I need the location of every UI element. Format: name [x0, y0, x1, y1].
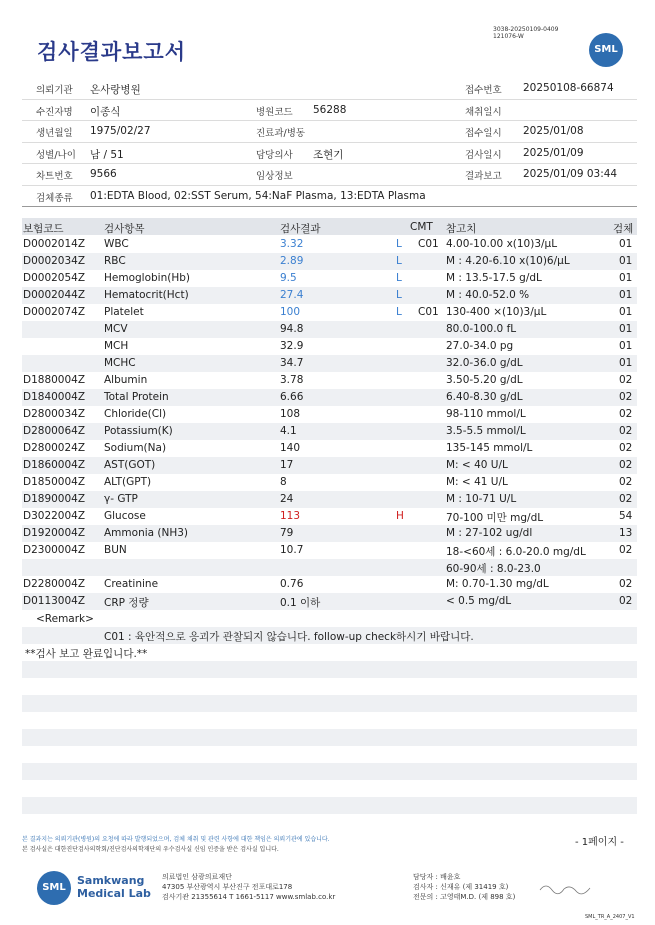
test-reference: M : 27-102 ug/dl — [446, 527, 533, 539]
test-name: MCHC — [104, 357, 136, 369]
test-code: D1840004Z — [23, 391, 86, 403]
footer-note-1: 본 결과지는 의뢰기관(병원)의 요청에 따라 발행되었으며, 검체 채취 및 관련 사항에 대한 책임은 의뢰기관에 있습니다. — [22, 836, 330, 843]
test-value: 0.76 — [280, 578, 304, 590]
hospital-code-label: 병원코드 — [256, 106, 293, 118]
table-row — [22, 423, 637, 440]
test-specimen: 02 — [619, 595, 633, 607]
remark-row — [22, 627, 637, 644]
info-row — [22, 164, 637, 186]
test-reference: M: < 41 U/L — [446, 476, 508, 488]
test-flag: L — [396, 255, 402, 267]
test-flag: L — [396, 272, 402, 284]
test-name: BUN — [104, 544, 127, 556]
test-value: 4.1 — [280, 425, 297, 437]
test-reference: 6.40-8.30 g/dL — [446, 391, 523, 403]
report-date-value: 2025/01/09 03:44 — [523, 168, 618, 180]
empty-row — [22, 814, 637, 831]
test-name: Hematocrit(Hct) — [104, 289, 189, 301]
specimen-value: 01:EDTA Blood, 02:SST Serum, 54:NaF Plasma, 13:EDTA Plasma — [90, 189, 426, 202]
test-name: AST(GOT) — [104, 459, 156, 471]
test-value: 8 — [280, 476, 287, 488]
report-complete: **검사 보고 완료입니다.** — [25, 648, 148, 660]
chart-no-value: 9566 — [90, 168, 117, 180]
test-name: RBC — [104, 255, 126, 267]
patient-value: 이종식 — [90, 105, 121, 118]
chart-no-label: 차트번호 — [36, 171, 73, 182]
empty-row — [22, 695, 637, 712]
test-specimen: 01 — [619, 323, 633, 335]
test-flag: L — [396, 238, 402, 250]
test-date-value: 2025/01/09 — [523, 146, 584, 159]
table-row — [22, 372, 637, 389]
staff-tester: 신재유 (제 31419 호) — [440, 883, 509, 891]
table-row — [22, 406, 637, 423]
col-ref-header: 참고치 — [446, 223, 477, 235]
receipt-date-label: 접수일시 — [465, 128, 502, 139]
test-value: 3.32 — [280, 238, 304, 250]
hospital-code-value: 56288 — [313, 103, 347, 116]
sex-age-value: 남 / 51 — [90, 148, 124, 161]
info-row — [22, 143, 637, 165]
table-row — [22, 576, 637, 593]
form-code: SML_TR_A_2407_V1 — [585, 914, 635, 920]
table-row — [22, 542, 637, 559]
col-code-header: 보험코드 — [23, 223, 64, 235]
test-code: D0113004Z — [23, 595, 86, 607]
info-row — [22, 186, 637, 208]
test-name: MCH — [104, 340, 129, 352]
table-row — [22, 270, 637, 287]
test-code: D0002034Z — [23, 255, 86, 267]
test-name: WBC — [104, 238, 129, 250]
document-code: 3038-20250109-0409 121076-W — [493, 26, 559, 40]
samkwang-logo — [37, 871, 157, 907]
test-code: D1860004Z — [23, 459, 86, 471]
test-code: D2800024Z — [23, 442, 86, 454]
test-reference: 80.0-100.0 fL — [446, 323, 517, 335]
test-specimen: 02 — [619, 476, 633, 488]
test-code: D3022004Z — [23, 510, 86, 522]
staff-in-charge: 배윤호 — [440, 873, 461, 881]
test-specimen: 01 — [619, 272, 633, 284]
test-value: 10.7 — [280, 544, 304, 556]
test-value: 100 — [280, 306, 301, 318]
test-specimen: 01 — [619, 357, 633, 369]
birth-value: 1975/02/27 — [90, 125, 151, 137]
empty-rows — [22, 661, 637, 831]
test-code: D1920004Z — [23, 527, 86, 539]
test-specimen: 01 — [619, 255, 633, 267]
remark-label: <Remark> — [36, 613, 94, 625]
info-row — [22, 121, 637, 143]
empty-row — [22, 678, 637, 695]
test-flag: L — [396, 306, 402, 318]
test-specimen: 54 — [619, 510, 633, 522]
test-code: D1890004Z — [23, 493, 86, 505]
table-row — [22, 389, 637, 406]
test-specimen: 02 — [619, 442, 633, 454]
test-code: D2800064Z — [23, 425, 86, 437]
staff-block: 담당자 : 배윤호 검사자 : 신재유 (제 31419 호) 전문의 : 고영태M.D. (제 898 호) — [413, 873, 516, 901]
birth-label: 생년월일 — [36, 128, 73, 139]
test-name: Hemoglobin(Hb) — [104, 272, 191, 284]
page-title: 검사결과보고서 — [37, 40, 187, 64]
table-row — [22, 491, 637, 508]
col-name-header: 검사항목 — [104, 223, 145, 235]
test-name: Sodium(Na) — [104, 442, 167, 454]
test-value: 6.66 — [280, 391, 304, 403]
test-specimen: 02 — [619, 408, 633, 420]
patient-info-table — [22, 78, 637, 207]
test-name: γ- GTP — [104, 493, 138, 505]
table-row — [22, 474, 637, 491]
page-number: - 1페이지 - — [575, 837, 624, 848]
test-value: 27.4 — [280, 289, 304, 301]
lab-street: 47305 부산광역시 부산진구 전포대로178 — [162, 883, 293, 891]
test-cmt: C01 — [418, 238, 439, 250]
report-date-label: 결과보고 — [465, 171, 502, 182]
results-table — [22, 236, 637, 610]
receipt-date-value: 2025/01/08 — [523, 125, 584, 137]
footer-notes — [22, 836, 622, 853]
test-code: D0002074Z — [23, 306, 86, 318]
test-specimen: 01 — [619, 340, 633, 352]
sml-logo: SML — [589, 33, 623, 67]
test-specimen: 01 — [619, 238, 633, 250]
test-reference: M : 4.20-6.10 x(10)6/μL — [446, 255, 570, 267]
signature-scribble — [538, 880, 598, 896]
table-row — [22, 355, 637, 372]
test-name: Chloride(Cl) — [104, 408, 167, 420]
table-row — [22, 287, 637, 304]
test-reference: < 0.5 mg/dL — [446, 595, 512, 607]
test-specimen: 13 — [619, 527, 633, 539]
hospital-value: 온사랑병원 — [90, 84, 141, 96]
remark-c01: C01 : 육안적으로 응괴가 관찰되지 않습니다. follow-up check하시기 바랍니다. — [104, 631, 474, 643]
test-value: 34.7 — [280, 357, 304, 369]
receipt-no-value: 20250108-66874 — [523, 82, 614, 94]
test-reference: 18-<60세 : 6.0-20.0 mg/dL — [446, 546, 586, 558]
test-reference: M : 10-71 U/L — [446, 493, 517, 505]
patient-label: 수진자명 — [36, 106, 73, 118]
sml-logo-circle: SML — [37, 871, 71, 905]
clinical-label: 임상정보 — [256, 171, 293, 182]
test-name: ALT(GPT) — [104, 476, 152, 488]
test-reference: 60-90세 : 8.0-23.0 — [446, 563, 541, 575]
test-name: Platelet — [104, 306, 144, 318]
test-reference: 3.50-5.20 g/dL — [446, 374, 523, 386]
test-value: 2.89 — [280, 255, 304, 267]
test-name: CRP 정량 — [104, 597, 149, 609]
sex-age-label: 성별/나이 — [36, 149, 76, 161]
test-value: 24 — [280, 493, 294, 505]
staff-specialist: 고영태M.D. (제 898 호) — [440, 893, 516, 901]
doctor-value: 조현기 — [313, 148, 344, 161]
test-specimen: 01 — [619, 289, 633, 301]
test-name: Creatinine — [104, 578, 159, 590]
table-row — [22, 253, 637, 270]
test-value: 140 — [280, 442, 301, 454]
table-row — [22, 321, 637, 338]
brand-name: Samkwang Medical Lab — [77, 874, 151, 900]
test-reference: M : 40.0-52.0 % — [446, 289, 530, 301]
empty-row — [22, 661, 637, 678]
lab-contact: 검사기관 21355614 T 1661-5117 www.smlab.co.kr — [162, 893, 336, 901]
test-value: 79 — [280, 527, 294, 539]
test-value: 3.78 — [280, 374, 304, 386]
test-specimen: 02 — [619, 459, 633, 471]
test-value: 113 — [280, 510, 301, 522]
test-specimen: 02 — [619, 493, 633, 505]
test-code: D0002014Z — [23, 238, 86, 250]
blood-date-label: 채취일시 — [465, 106, 502, 118]
test-value: 108 — [280, 408, 301, 420]
test-value: 32.9 — [280, 340, 304, 352]
test-name: Potassium(K) — [104, 425, 173, 437]
test-specimen: 02 — [619, 544, 633, 556]
test-name: Total Protein — [104, 391, 169, 403]
test-reference: 27.0-34.0 pg — [446, 340, 514, 352]
test-name: MCV — [104, 323, 128, 335]
dept-label: 진료과/병동 — [256, 128, 306, 139]
test-date-label: 검사일시 — [465, 149, 502, 161]
test-code: D2300004Z — [23, 544, 86, 556]
table-row — [22, 440, 637, 457]
test-reference: M : 13.5-17.5 g/dL — [446, 272, 542, 284]
test-flag: L — [396, 289, 402, 301]
test-flag: H — [396, 510, 404, 522]
test-code: D2800034Z — [23, 408, 86, 420]
empty-row — [22, 729, 637, 746]
test-code: D0002044Z — [23, 289, 86, 301]
table-row — [22, 457, 637, 474]
results-header — [22, 218, 637, 235]
test-reference: 70-100 미만 mg/dL — [446, 512, 544, 524]
test-reference: 135-145 mmol/L — [446, 442, 533, 454]
test-code: D1850004Z — [23, 476, 86, 488]
test-reference: 98-110 mmol/L — [446, 408, 526, 420]
lab-name: 의료법인 삼광의료재단 — [162, 873, 232, 881]
table-row — [22, 338, 637, 355]
receipt-no-label: 접수번호 — [465, 85, 502, 96]
test-code: D0002054Z — [23, 272, 86, 284]
test-specimen: 02 — [619, 425, 633, 437]
col-spec-header: 검체 — [613, 223, 634, 235]
test-specimen: 02 — [619, 578, 633, 590]
test-specimen: 02 — [619, 374, 633, 386]
test-reference: 3.5-5.5 mmol/L — [446, 425, 526, 437]
test-name: Glucose — [104, 510, 146, 522]
test-name: Albumin — [104, 374, 148, 386]
table-row — [22, 559, 637, 576]
table-row — [22, 525, 637, 542]
table-row — [22, 304, 637, 321]
test-cmt: C01 — [418, 306, 439, 318]
doctor-label: 담당의사 — [256, 149, 293, 161]
test-code: D2280004Z — [23, 578, 86, 590]
col-value-header: 검사결과 — [280, 223, 321, 235]
lab-address — [162, 872, 335, 902]
test-reference: 130-400 ×(10)3/μL — [446, 306, 547, 318]
test-value: 17 — [280, 459, 294, 471]
empty-row — [22, 797, 637, 814]
table-row — [22, 236, 637, 253]
test-value: 94.8 — [280, 323, 304, 335]
test-value: 9.5 — [280, 272, 297, 284]
test-specimen: 01 — [619, 306, 633, 318]
empty-row — [22, 712, 637, 729]
table-row — [22, 508, 637, 525]
test-specimen: 02 — [619, 391, 633, 403]
footer-note-2: 본 검사실은 대한진단검사의학회/진단검사의학재단의 우수검사실 신임 인증을 받은 검사실 입니다. — [22, 846, 279, 853]
info-row — [22, 100, 637, 122]
empty-row — [22, 780, 637, 797]
test-reference: M: < 40 U/L — [446, 459, 508, 471]
test-reference: 32.0-36.0 g/dL — [446, 357, 523, 369]
test-reference: M: 0.70-1.30 mg/dL — [446, 578, 549, 590]
info-row — [22, 78, 637, 100]
hospital-label: 의뢰기관 — [36, 85, 73, 96]
table-row — [22, 593, 637, 610]
test-value: 0.1 이하 — [280, 597, 321, 609]
col-cmt-header: CMT — [410, 221, 433, 233]
test-name: Ammonia (NH3) — [104, 527, 189, 539]
empty-row — [22, 763, 637, 780]
test-code: D1880004Z — [23, 374, 86, 386]
test-reference: 4.00-10.00 x(10)3/μL — [446, 238, 558, 250]
empty-row — [22, 746, 637, 763]
specimen-label: 검체종류 — [36, 192, 73, 204]
